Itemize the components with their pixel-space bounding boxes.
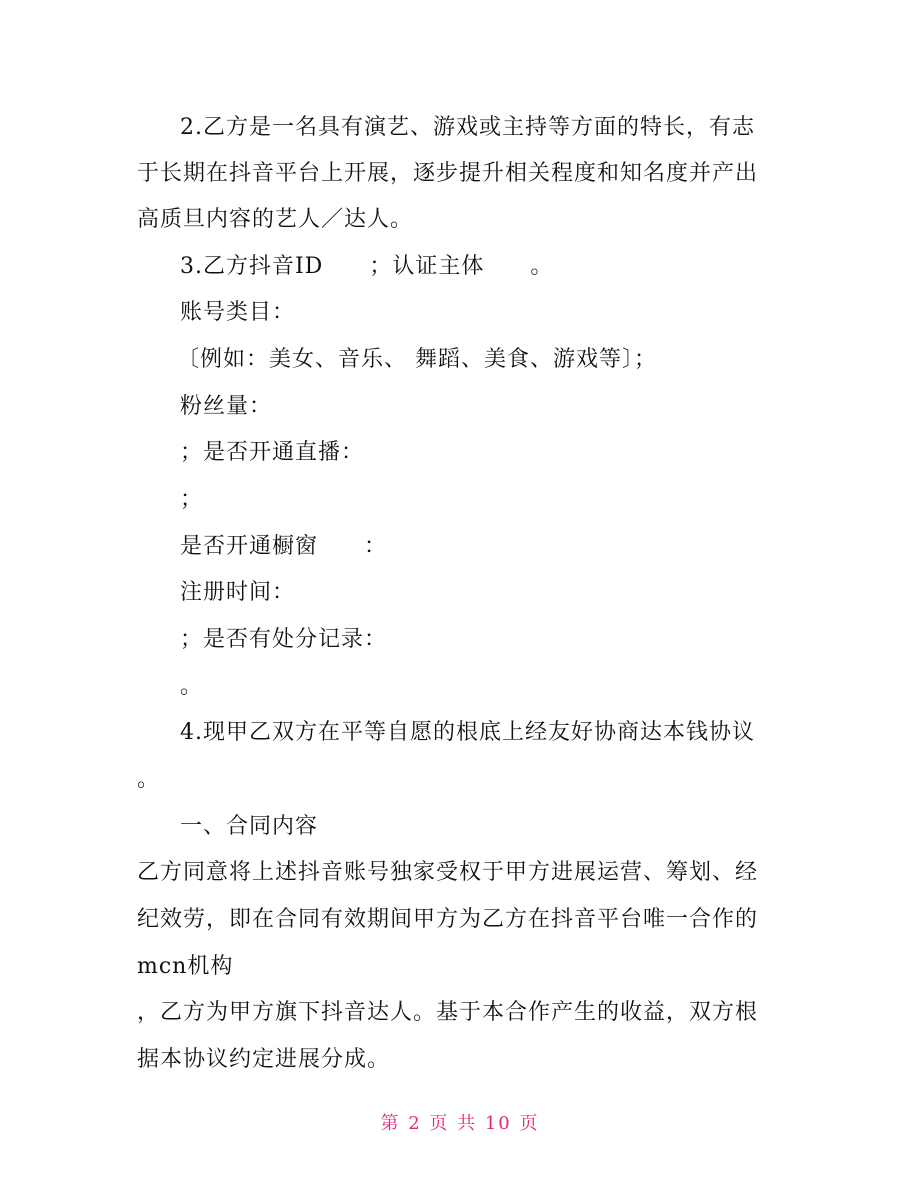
paragraph-4-line-2: 。: [137, 767, 161, 792]
paragraph-2-line-3: 高质旦内容的艺人／达人。: [137, 207, 414, 232]
category-examples: 〔例如：美女、音乐、 舞蹈、美食、游戏等〕；: [177, 347, 657, 372]
period-line: 。: [180, 674, 204, 699]
contract-line-2: 纪效劳，即在合同有效期间甲方为乙方在抖音平台唯一合作的: [137, 907, 759, 932]
account-category-label: 账号类目：: [180, 300, 296, 325]
semicolon-line: ；: [180, 487, 204, 512]
section-heading-contract-content: 一、合同内容: [180, 814, 319, 839]
penalty-record-label: ；是否有处分记录：: [180, 627, 388, 652]
contract-line-5: 据本协议约定进展分成。: [137, 1047, 391, 1072]
paragraph-4-line-1: 4.现甲乙双方在平等自愿的根底上经友好协商达本钱协议: [180, 720, 755, 745]
follower-count-label: 粉丝量：: [180, 394, 273, 419]
contract-line-1: 乙方同意将上述抖音账号独家受权于甲方进展运营、筹划、经: [137, 860, 759, 885]
paragraph-2-line-2: 于长期在抖音平台上开展，逐步提升相关程度和知名度并产出: [137, 161, 759, 186]
registration-time-label: 注册时间：: [180, 580, 296, 605]
paragraph-2-line-1: 2.乙方是一名具有演艺、游戏或主持等方面的特长，有志: [180, 115, 755, 140]
douyin-id-line: 3.乙方抖音ID ；认证主体 。: [180, 254, 554, 279]
contract-line-3: mcn机构: [137, 954, 234, 979]
contract-line-4: ，乙方为甲方旗下抖音达人。基于本合作产生的收益，双方根: [137, 1000, 759, 1025]
showcase-label: 是否开通橱窗 ：: [180, 534, 388, 559]
page-number-footer: 第 2 页 共 10 页: [380, 1113, 540, 1134]
live-stream-label: ；是否开通直播：: [180, 440, 365, 465]
